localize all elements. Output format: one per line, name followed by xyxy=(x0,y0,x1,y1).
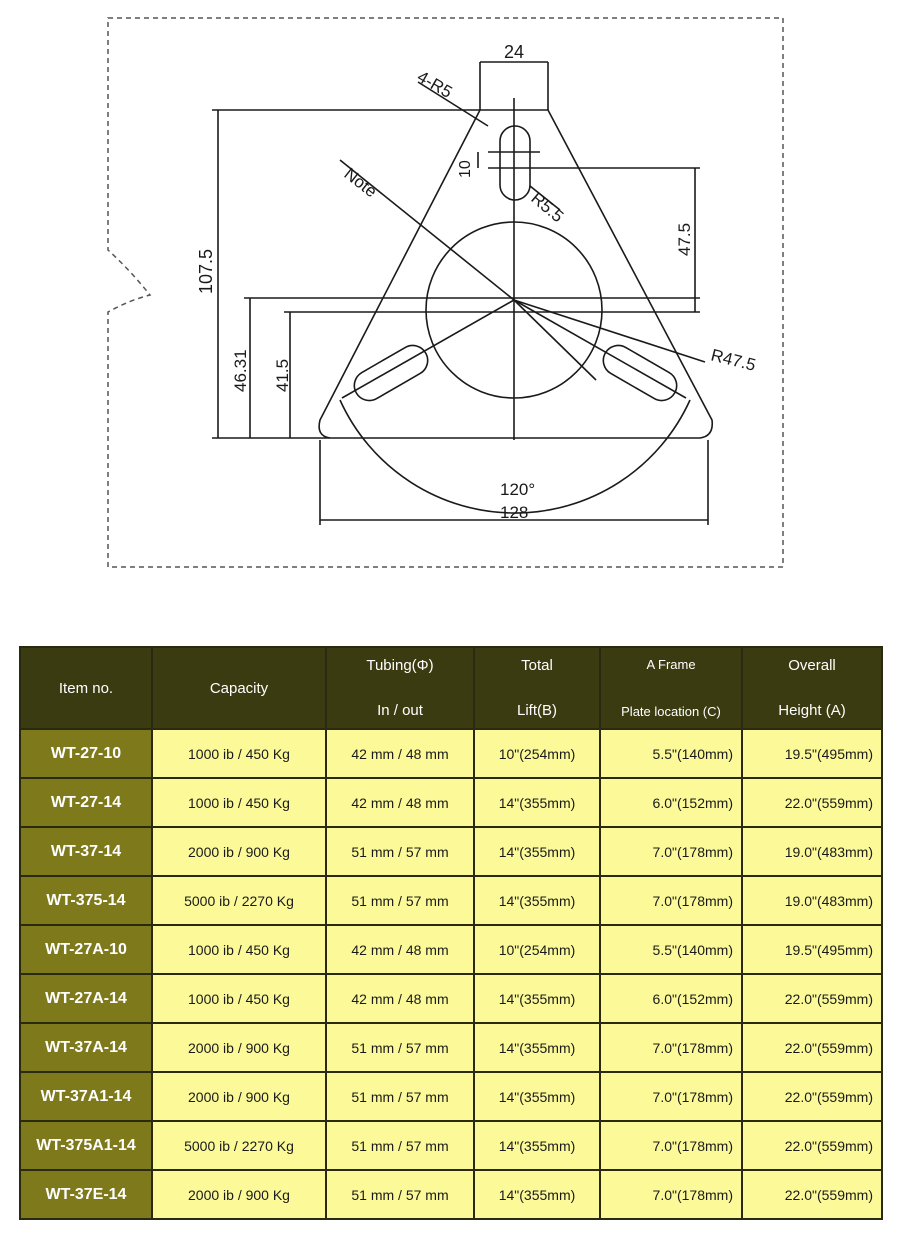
top-slot xyxy=(500,126,530,200)
header-a-frame: A Frame Plate location (C) xyxy=(600,647,742,729)
dim-slot-radius: R5.5 xyxy=(527,188,568,227)
cell-tubing: 51 mm / 57 mm xyxy=(326,827,474,876)
cell-total-lift: 10"(254mm) xyxy=(474,729,600,778)
table-row xyxy=(20,729,882,778)
cell-overall-height: 22.0"(559mm) xyxy=(742,1121,882,1170)
cell-overall-height: 22.0"(559mm) xyxy=(742,974,882,1023)
cell-item-no: WT-37E-14 xyxy=(20,1170,152,1219)
table-row xyxy=(20,1023,882,1072)
cell-total-lift: 14"(355mm) xyxy=(474,974,600,1023)
cell-plate-location: 7.0"(178mm) xyxy=(600,827,742,876)
cell-total-lift: 14"(355mm) xyxy=(474,1023,600,1072)
mounting-plate-diagram xyxy=(0,0,902,590)
cell-total-lift: 14"(355mm) xyxy=(474,827,600,876)
cell-total-lift: 10"(254mm) xyxy=(474,925,600,974)
cell-overall-height: 19.5"(495mm) xyxy=(742,729,882,778)
cell-capacity: 1000 ib / 450 Kg xyxy=(152,925,326,974)
cell-total-lift: 14"(355mm) xyxy=(474,1072,600,1121)
cell-overall-height: 19.0"(483mm) xyxy=(742,876,882,925)
cell-total-lift: 14"(355mm) xyxy=(474,1121,600,1170)
cell-item-no: WT-27-14 xyxy=(20,778,152,827)
cell-plate-location: 5.5"(140mm) xyxy=(600,925,742,974)
note-label: Note xyxy=(340,164,381,202)
cell-plate-location: 7.0"(178mm) xyxy=(600,1072,742,1121)
header-overall-height: Overall Height (A) xyxy=(742,647,882,729)
cell-total-lift: 14"(355mm) xyxy=(474,778,600,827)
cell-item-no: WT-27A-10 xyxy=(20,925,152,974)
table-row xyxy=(20,876,882,925)
cell-capacity: 2000 ib / 900 Kg xyxy=(152,1170,326,1219)
plate-outline xyxy=(319,110,712,438)
cell-overall-height: 19.0"(483mm) xyxy=(742,827,882,876)
spec-table xyxy=(19,646,883,1220)
cell-plate-location: 5.5"(140mm) xyxy=(600,729,742,778)
cell-plate-location: 7.0"(178mm) xyxy=(600,1023,742,1072)
left-slot xyxy=(349,340,433,406)
cell-plate-location: 7.0"(178mm) xyxy=(600,1121,742,1170)
cell-capacity: 1000 ib / 450 Kg xyxy=(152,729,326,778)
cell-overall-height: 19.5"(495mm) xyxy=(742,925,882,974)
cell-total-lift: 14"(355mm) xyxy=(474,1170,600,1219)
cell-overall-height: 22.0"(559mm) xyxy=(742,778,882,827)
header-capacity: Capacity xyxy=(152,647,326,729)
cell-tubing: 42 mm / 48 mm xyxy=(326,974,474,1023)
dim-bottom-width: 128 xyxy=(500,503,529,522)
dim-corner-radius: 4-R5 xyxy=(414,67,456,102)
dim-height-b: 41.5 xyxy=(273,358,292,392)
cell-item-no: WT-375-14 xyxy=(20,876,152,925)
cell-tubing: 42 mm / 48 mm xyxy=(326,925,474,974)
cell-item-no: WT-37-14 xyxy=(20,827,152,876)
cell-capacity: 2000 ib / 900 Kg xyxy=(152,1072,326,1121)
cell-plate-location: 6.0"(152mm) xyxy=(600,778,742,827)
cell-plate-location: 6.0"(152mm) xyxy=(600,974,742,1023)
technical-drawing xyxy=(0,0,902,590)
dim-arc-radius: R47.5 xyxy=(709,345,758,375)
cell-tubing: 51 mm / 57 mm xyxy=(326,1170,474,1219)
table-row xyxy=(20,827,882,876)
cell-item-no: WT-375A1-14 xyxy=(20,1121,152,1170)
cell-overall-height: 22.0"(559mm) xyxy=(742,1023,882,1072)
header-total-lift: Total Lift(B) xyxy=(474,647,600,729)
cell-tubing: 51 mm / 57 mm xyxy=(326,1072,474,1121)
cell-plate-location: 7.0"(178mm) xyxy=(600,1170,742,1219)
dim-angle: 120° xyxy=(500,480,536,499)
cell-overall-height: 22.0"(559mm) xyxy=(742,1170,882,1219)
cell-item-no: WT-37A1-14 xyxy=(20,1072,152,1121)
cell-capacity: 5000 ib / 2270 Kg xyxy=(152,1121,326,1170)
cell-capacity: 2000 ib / 900 Kg xyxy=(152,827,326,876)
table-row xyxy=(20,1121,882,1170)
dim-slot-offset: 47.5 xyxy=(675,222,694,256)
table-row xyxy=(20,1170,882,1219)
cell-item-no: WT-37A-14 xyxy=(20,1023,152,1072)
cell-tubing: 51 mm / 57 mm xyxy=(326,1023,474,1072)
table-row xyxy=(20,974,882,1023)
cell-tubing: 51 mm / 57 mm xyxy=(326,876,474,925)
dim-height-a: 46.31 xyxy=(231,349,250,392)
cell-tubing: 42 mm / 48 mm xyxy=(326,729,474,778)
dim-slot-height: 10 xyxy=(457,160,474,178)
cell-total-lift: 14"(355mm) xyxy=(474,876,600,925)
cell-item-no: WT-27-10 xyxy=(20,729,152,778)
cell-capacity: 5000 ib / 2270 Kg xyxy=(152,876,326,925)
cell-item-no: WT-27A-14 xyxy=(20,974,152,1023)
dim-top-width: 24 xyxy=(504,42,525,62)
cell-tubing: 51 mm / 57 mm xyxy=(326,1121,474,1170)
header-item-no: Item no. xyxy=(20,647,152,729)
table-row xyxy=(20,925,882,974)
table-header-row xyxy=(20,647,882,729)
cell-capacity: 1000 ib / 450 Kg xyxy=(152,778,326,827)
table-row xyxy=(20,1072,882,1121)
cell-overall-height: 22.0"(559mm) xyxy=(742,1072,882,1121)
dim-total-height: 107.5 xyxy=(196,248,216,294)
header-tubing: Tubing(Φ) In / out xyxy=(326,647,474,729)
cell-capacity: 2000 ib / 900 Kg xyxy=(152,1023,326,1072)
cell-tubing: 42 mm / 48 mm xyxy=(326,778,474,827)
cell-plate-location: 7.0"(178mm) xyxy=(600,876,742,925)
cell-capacity: 1000 ib / 450 Kg xyxy=(152,974,326,1023)
table-row xyxy=(20,778,882,827)
